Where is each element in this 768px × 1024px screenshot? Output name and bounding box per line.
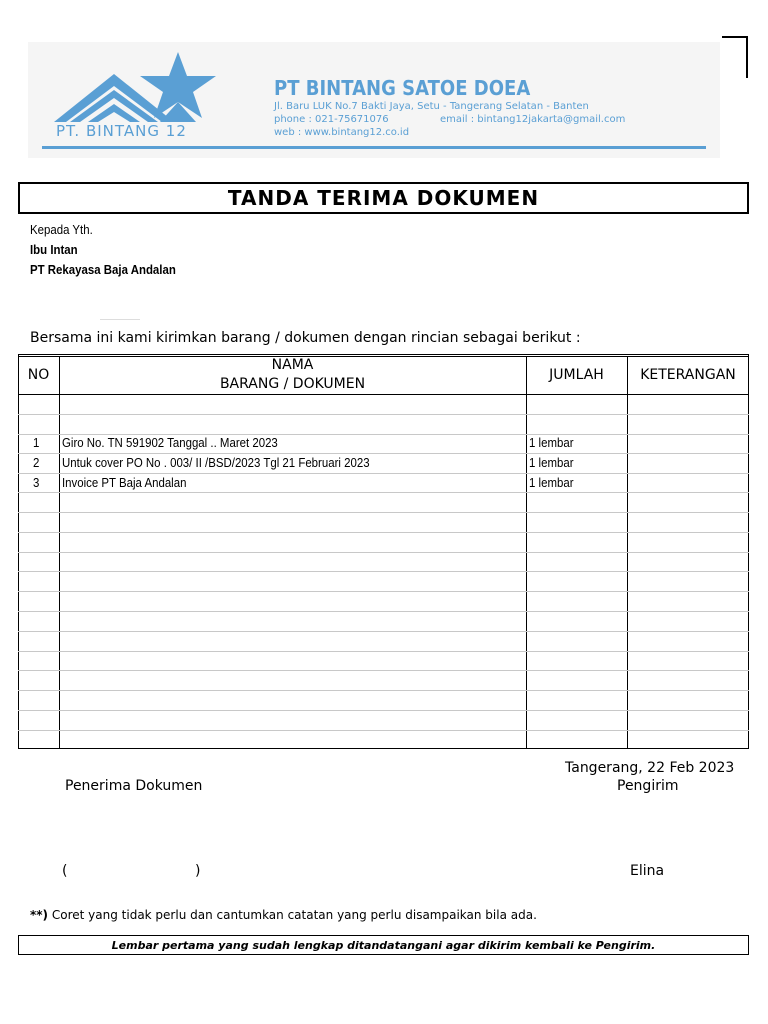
receiver-close-paren: ) [195,863,201,879]
row-line [18,730,749,731]
row-line [18,414,749,415]
company-email: email : bintang12jakarta@gmail.com [440,114,626,125]
company-web: web : www.bintang12.co.id [274,127,410,138]
row-line [18,710,749,711]
recipient-name: Ibu Intan [30,242,78,257]
corner-mark [722,36,748,78]
intro-text: Bersama ini kami kirimkan barang / dokumen dengan rincian sebagai berikut : [30,330,581,346]
company-name: PT BINTANG SATOE DOEA [274,76,531,100]
row-line [18,512,749,513]
row-2-no: 2 [33,455,40,470]
row-2-nama: Untuk cover PO No . 003/ II /BSD/2023 Tgl 21 Februari 2023 [62,455,370,470]
header-keterangan: KETERANGAN [640,367,736,383]
header-bottom-rule [18,394,749,395]
footnote [30,908,537,922]
row-line [18,690,749,691]
company-phone: phone : 021-75671076 [274,114,389,125]
place-date: Tangerang, 22 Feb 2023 [565,760,735,776]
receiver-open-paren: ( [62,863,68,879]
row-line [18,473,749,474]
receiver-label: Penerima Dokumen [65,778,203,794]
row-line [18,651,749,652]
footer-instruction: Lembar pertama yang sudah lengkap ditandatangani agar dikirim kembali ke Pengirim. [18,935,749,955]
document-title: TANDA TERIMA DOKUMEN [18,182,749,214]
header-no: NO [27,367,50,383]
row-line [18,591,749,592]
recipient-salutation: Kepada Yth. [30,222,93,237]
header-nama-line1: NAMA [271,357,314,373]
row-line [18,611,749,612]
row-line [18,492,749,493]
recipient-company: PT Rekayasa Baja Andalan [30,262,176,277]
sender-label: Pengirim [617,778,679,794]
footnote-marker: **) [30,908,49,922]
row-line [18,532,749,533]
faint-divider [100,319,140,320]
letterhead-rule [42,146,706,149]
company-address: Jl. Baru LUK No.7 Bakti Jaya, Setu - Tangerang Selatan - Banten [274,101,589,112]
row-1-no: 1 [33,435,40,450]
letterhead [28,42,720,158]
row-line [18,631,749,632]
row-3-jumlah: 1 lembar [529,475,574,490]
row-3-nama: Invoice PT Baja Andalan [62,475,187,490]
header-jumlah: JUMLAH [549,367,604,383]
row-line [18,552,749,553]
logo-text: PT. BINTANG 12 [56,122,187,140]
row-line [18,453,749,454]
row-line [18,670,749,671]
row-1-jumlah: 1 lembar [529,435,574,450]
row-1-nama: Giro No. TN 591902 Tanggal .. Maret 2023 [62,435,278,450]
row-2-jumlah: 1 lembar [529,455,574,470]
row-line [18,571,749,572]
header-nama-line2: BARANG / DOKUMEN [219,376,366,392]
sender-name: Elina [630,863,665,879]
row-3-no: 3 [33,475,40,490]
footnote-text: Coret yang tidak perlu dan cantumkan catatan yang perlu disampaikan bila ada. [51,908,537,922]
